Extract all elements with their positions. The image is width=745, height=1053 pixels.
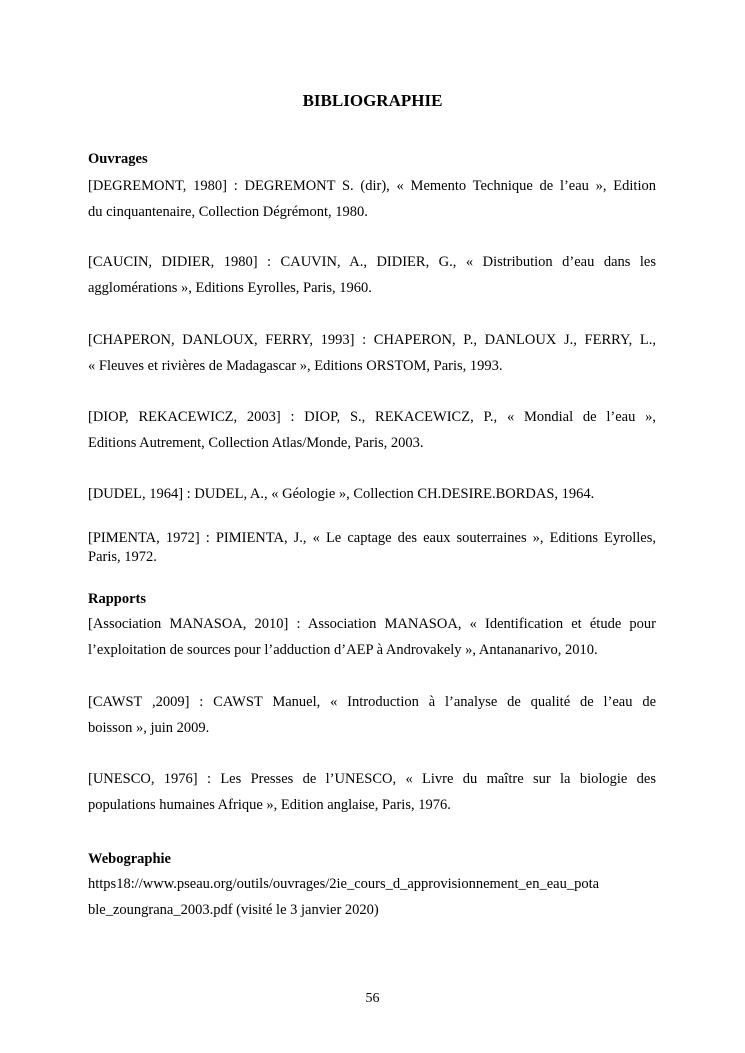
- reference-entry-caucin-didier: [88, 249, 656, 301]
- reference-line: [DIOP, REKACEWICZ, 2003] : DIOP, S., REKACEWICZ, P., « Mondial de l’eau »,: [88, 409, 656, 425]
- reference-line: populations humaines Afrique », Edition anglaise, Paris, 1976.: [88, 797, 451, 813]
- reference-line: [CHAPERON, DANLOUX, FERRY, 1993] : CHAPERON, P., DANLOUX J., FERRY, L.,: [88, 332, 656, 348]
- reference-line: Editions Autrement, Collection Atlas/Monde, Paris, 2003.: [88, 435, 424, 451]
- reference-line: [PIMENTA, 1972] : PIMIENTA, J., « Le captage des eaux souterraines », Editions Eyrolles,: [88, 530, 656, 546]
- web-reference-url-line: https18://www.pseau.org/outils/ouvrages/2ie_cours_d_approvisionnement_en_eau_pota: [88, 876, 600, 892]
- section-heading-rapports: Rapports: [88, 591, 147, 607]
- reference-line: [UNESCO, 1976] : Les Presses de l’UNESCO, « Livre du maître sur la biologie des: [88, 771, 656, 787]
- reference-line: [Association MANASOA, 2010] : Association MANASOA, « Identification et étude pour: [88, 616, 656, 632]
- web-reference-url-line: ble_zoungrana_2003.pdf (visité le 3 janvier 2020): [88, 902, 379, 918]
- web-reference-entry: [88, 871, 656, 923]
- reference-line: [DUDEL, 1964] : DUDEL, A., « Géologie », Collection CH.DESIRE.BORDAS, 1964.: [88, 486, 595, 502]
- section-heading-webographie: Webographie: [88, 851, 171, 867]
- reference-line: agglomérations », Editions Eyrolles, Paris, 1960.: [88, 280, 372, 296]
- reference-line: « Fleuves et rivières de Madagascar », Editions ORSTOM, Paris, 1993.: [88, 358, 503, 374]
- reference-entry-diop-rekacewicz: [88, 404, 656, 456]
- reference-entry-chaperon: [88, 327, 656, 379]
- reference-entry-association-manasoa: [88, 611, 656, 663]
- reference-line: [DEGREMONT, 1980] : DEGREMONT S. (dir), « Memento Technique de l’eau », Edition: [88, 178, 656, 194]
- reference-entry-dudel: [88, 481, 656, 507]
- reference-line: boisson », juin 2009.: [88, 720, 210, 736]
- reference-line: du cinquantenaire, Collection Dégrémont, 1980.: [88, 204, 368, 220]
- page-number: 56: [365, 991, 380, 1006]
- reference-line: [CAUCIN, DIDIER, 1980] : CAUVIN, A., DIDIER, G., « Distribution d’eau dans les: [88, 254, 656, 270]
- reference-line: Paris, 1972.: [88, 549, 157, 565]
- reference-entry-cawst: [88, 689, 656, 741]
- page-title: BIBLIOGRAPHIE: [302, 91, 443, 110]
- reference-entry-pimenta: [88, 529, 656, 567]
- reference-entry-degremont: [88, 173, 656, 225]
- reference-entry-unesco: [88, 766, 656, 818]
- reference-line: [CAWST ,2009] : CAWST Manuel, « Introduction à l’analyse de qualité de l’eau de: [88, 694, 656, 710]
- reference-line: l’exploitation de sources pour l’adduction d’AEP à Androvakely », Antananarivo, 2010.: [88, 642, 598, 658]
- section-heading-ouvrages: Ouvrages: [88, 151, 148, 167]
